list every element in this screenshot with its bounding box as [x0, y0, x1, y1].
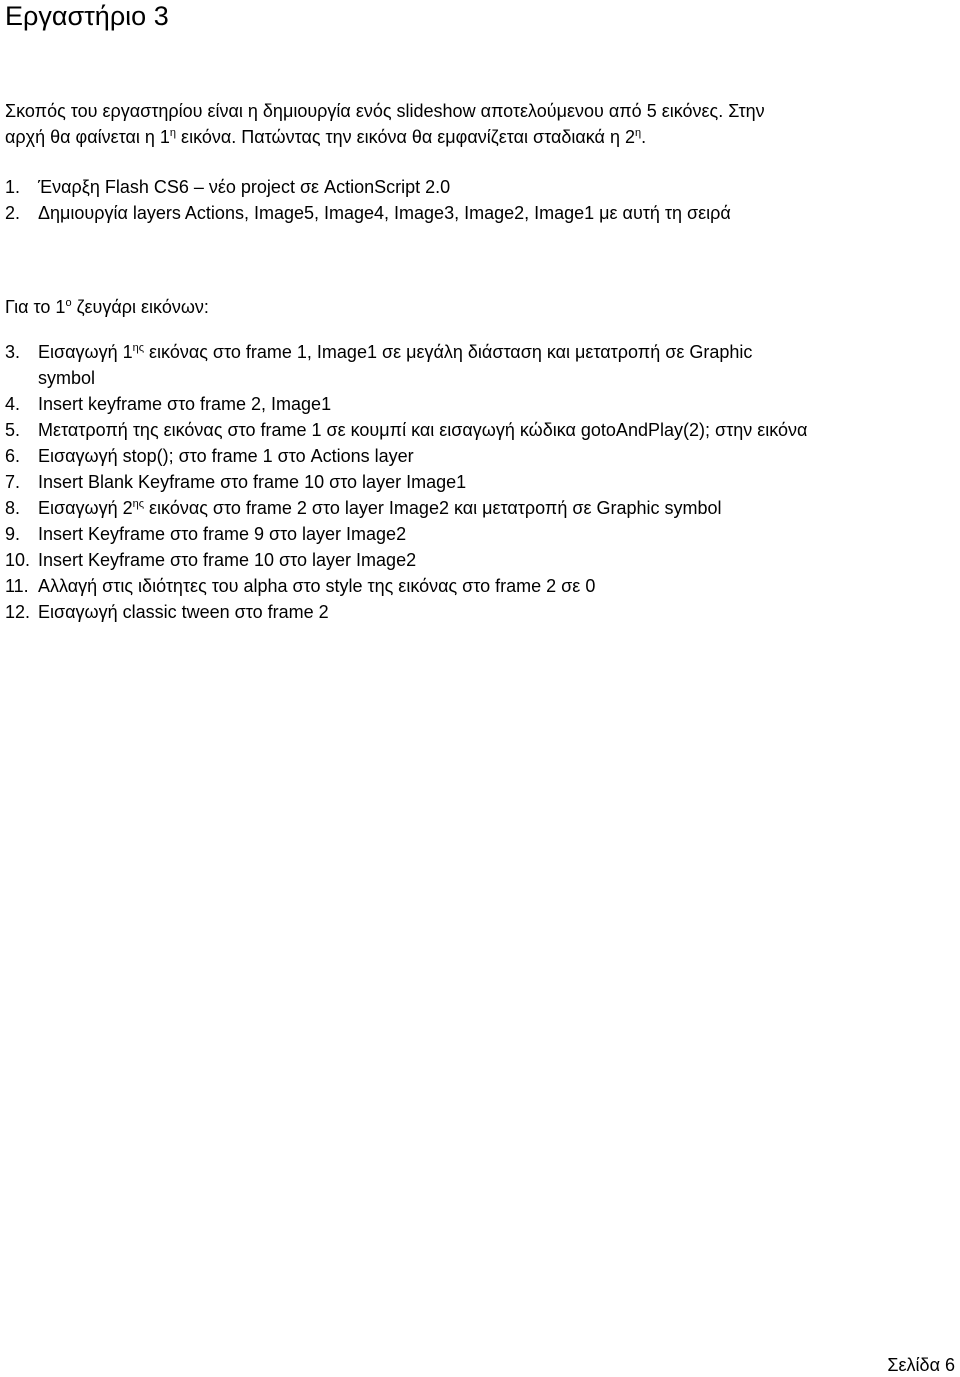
list-number: 10.	[5, 550, 31, 570]
superscript: ης	[132, 342, 145, 354]
list-item	[5, 547, 960, 573]
intro-text: εικόνα. Πατώντας την εικόνα θα εμφανίζεται σταδιακά η 2	[176, 127, 635, 147]
list-number: 11.	[5, 576, 29, 596]
list-item	[5, 391, 960, 417]
list-text: Insert Keyframe στο frame 10 στο layer Image2	[38, 550, 417, 570]
list-item	[5, 174, 960, 200]
list-item	[5, 469, 960, 495]
steps-list-setup	[5, 174, 960, 226]
list-number: 3.	[5, 342, 21, 362]
page-number: Σελίδα 6	[887, 1355, 955, 1375]
intro-paragraph	[5, 98, 950, 150]
list-item	[5, 200, 960, 226]
list-item	[5, 417, 960, 443]
intro-line-1: Σκοπός του εργαστηρίου είναι η δημιουργία ενός slideshow αποτελούμενου από 5 εικόνες. Στην	[5, 101, 765, 121]
list-number: 2.	[5, 203, 21, 223]
list-number: 8.	[5, 498, 21, 518]
list-text-part: Εισαγωγή 2	[38, 498, 133, 518]
list-text: Insert keyframe στο frame 2, Image1	[38, 394, 332, 414]
list-text: Insert Blank Keyframe στο frame 10 στο layer Image1	[38, 472, 467, 492]
list-number: 7.	[5, 472, 21, 492]
list-item	[5, 339, 960, 391]
intro-text: αρχή θα φαίνεται η 1	[5, 127, 170, 147]
page-title: Εργαστήριο 3	[5, 1, 169, 31]
list-text: Insert Keyframe στο frame 9 στο layer Image2	[38, 524, 407, 544]
list-text: Μετατροπή της εικόνας στο frame 1 σε κουμπί και εισαγωγή κώδικα gotoAndPlay(2); στην εικόνα	[38, 420, 808, 440]
list-text	[38, 339, 960, 391]
list-text	[38, 495, 960, 521]
list-text: Εισαγωγή stop(); στο frame 1 στο Actions layer	[38, 446, 414, 466]
list-number: 12.	[5, 602, 31, 622]
list-item	[5, 495, 960, 521]
list-number: 9.	[5, 524, 21, 544]
intro-line-2	[5, 124, 950, 150]
list-text-part: symbol	[38, 368, 96, 388]
list-number: 1.	[5, 177, 21, 197]
list-item	[5, 599, 960, 625]
list-text-part: εικόνας στο frame 2 στο layer Image2 και μετατροπή σε Graphic symbol	[144, 498, 722, 518]
list-item	[5, 573, 960, 599]
intro-text: .	[641, 127, 647, 147]
list-number: 5.	[5, 420, 21, 440]
list-text-part: Εισαγωγή 1	[38, 342, 133, 362]
list-text: Έναρξη Flash CS6 – νέο project σε ActionScript 2.0	[38, 177, 451, 197]
list-number: 4.	[5, 394, 21, 414]
superscript: η	[169, 127, 177, 139]
list-item	[5, 443, 960, 469]
list-text: Εισαγωγή classic tween στο frame 2	[38, 602, 329, 622]
superscript: η	[635, 127, 642, 139]
heading-text: ζευγάρι εικόνων:	[71, 297, 209, 317]
steps-list-first-pair	[5, 339, 960, 625]
superscript: ο	[65, 297, 72, 309]
heading-text: Για το 1	[5, 297, 66, 317]
section-heading	[5, 294, 209, 320]
list-text-part: εικόνας στο frame 1, Image1 σε μεγάλη διάσταση και μετατροπή σε Graphic	[144, 342, 753, 362]
list-number: 6.	[5, 446, 21, 466]
list-text: Αλλαγή στις ιδιότητες του alpha στο style της εικόνας στο frame 2 σε 0	[38, 576, 596, 596]
list-item	[5, 521, 960, 547]
superscript: ης	[132, 498, 145, 510]
list-text: Δημιουργία layers Actions, Image5, Image4, Image3, Image2, Image1 με αυτή τη σειρά	[38, 203, 731, 223]
